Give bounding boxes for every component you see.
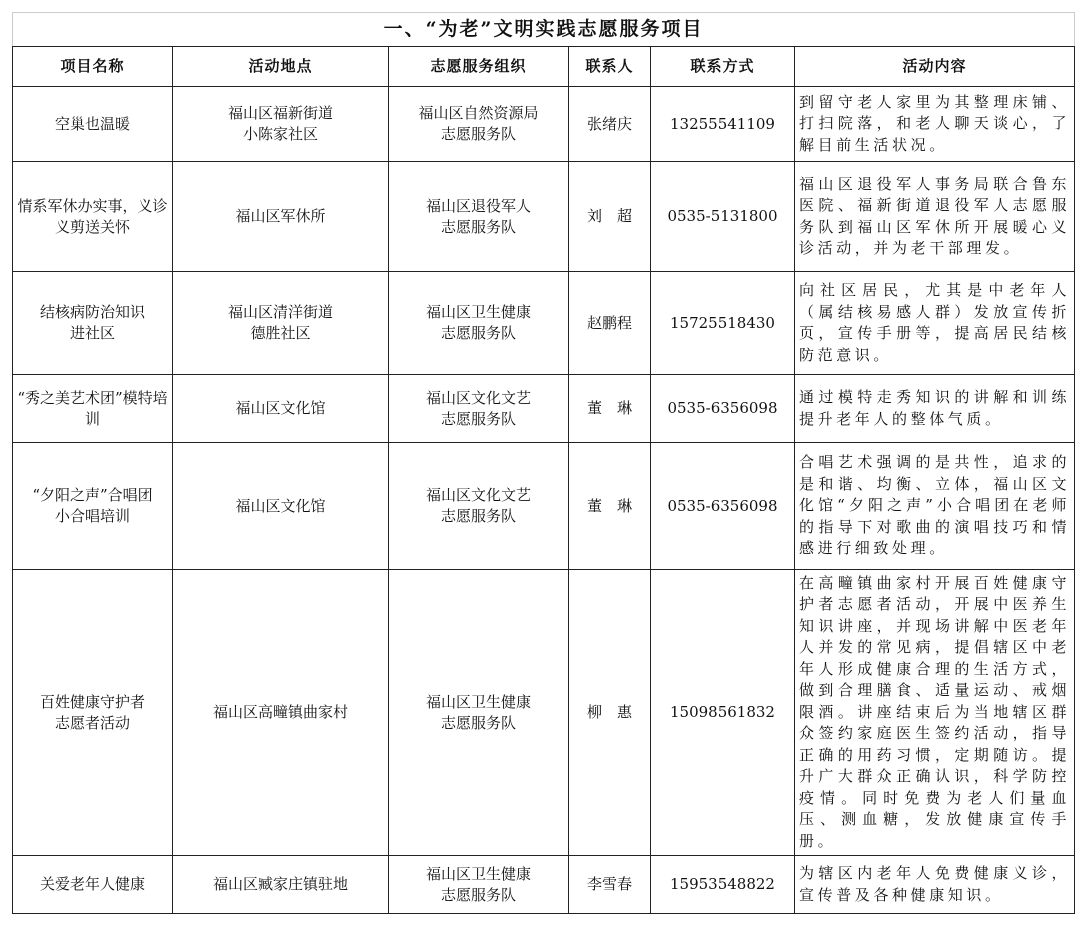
- organization-cell: 福山区文化文艺 志愿服务队: [389, 375, 569, 443]
- organization-cell: 福山区卫生健康 志愿服务队: [389, 570, 569, 856]
- table-row: [13, 87, 1075, 162]
- location-cell: 福山区福新街道 小陈家社区: [173, 87, 389, 162]
- contact-person-cell: 董 琳: [569, 443, 651, 570]
- phone-number-cell: 15098561832: [651, 570, 795, 856]
- organization-cell: 福山区卫生健康 志愿服务队: [389, 856, 569, 914]
- table-row: [13, 856, 1075, 914]
- project-name-cell: 情系军休办实事，义诊义剪送关怀: [13, 162, 173, 272]
- project-name-cell: “夕阳之声”合唱团 小合唱培训: [13, 443, 173, 570]
- phone-number-cell: 15725518430: [651, 272, 795, 375]
- location-cell: 福山区军休所: [173, 162, 389, 272]
- phone-number-cell: 15953548822: [651, 856, 795, 914]
- contact-person-cell: 柳 惠: [569, 570, 651, 856]
- header-organization: 志愿服务组织: [389, 47, 569, 87]
- activity-content-cell: 通过模特走秀知识的讲解和训练提升老年人的整体气质。: [795, 375, 1075, 443]
- project-name-cell: 关爱老年人健康: [13, 856, 173, 914]
- header-row: [13, 47, 1075, 87]
- activity-content-cell: 到留守老人家里为其整理床铺、打扫院落，和老人聊天谈心，了解目前生活状况。: [795, 87, 1075, 162]
- header-content: 活动内容: [795, 47, 1075, 87]
- project-name-cell: 结核病防治知识 进社区: [13, 272, 173, 375]
- table-row: [13, 162, 1075, 272]
- activity-content-cell: 在高疃镇曲家村开展百姓健康守护者志愿者活动，开展中医养生知识讲座，并现场讲解中医老年人并发的常见病，提倡辖区中老年人形成健康合理的生活方式，做到合理膳食、适量运动、戒烟限酒。讲座结束后为当地辖区群众签约家庭医生签约活动，指导正确的用药习惯，定期随访。提升广大群众正确认识，科学防控疫情。同时免费为老人们量血压、测血糖，发放健康宣传手册。: [795, 570, 1075, 856]
- activity-content-cell: 福山区退役军人事务局联合鲁东医院、福新街道退役军人志愿服务队到福山区军休所开展暖心义诊活动，并为老干部理发。: [795, 162, 1075, 272]
- table-row: [13, 443, 1075, 570]
- header-location: 活动地点: [173, 47, 389, 87]
- phone-number-cell: 0535-5131800: [651, 162, 795, 272]
- organization-cell: 福山区退役军人 志愿服务队: [389, 162, 569, 272]
- organization-cell: 福山区卫生健康 志愿服务队: [389, 272, 569, 375]
- activity-content-cell: 为辖区内老年人免费健康义诊，宣传普及各种健康知识。: [795, 856, 1075, 914]
- contact-person-cell: 刘 超: [569, 162, 651, 272]
- header-project-name: 项目名称: [13, 47, 173, 87]
- table-row: [13, 570, 1075, 856]
- table-row: [13, 375, 1075, 443]
- header-contact: 联系人: [569, 47, 651, 87]
- table-title: 一、“为老”文明实践志愿服务项目: [13, 13, 1075, 47]
- contact-person-cell: 董 琳: [569, 375, 651, 443]
- activity-content-cell: 向社区居民，尤其是中老年人（属结核易感人群）发放宣传折页，宣传手册等，提高居民结核防范意识。: [795, 272, 1075, 375]
- phone-number-cell: 0535-6356098: [651, 443, 795, 570]
- contact-person-cell: 李雪春: [569, 856, 651, 914]
- phone-number-cell: 13255541109: [651, 87, 795, 162]
- activity-content-cell: 合唱艺术强调的是共性，追求的是和谐、均衡、立体，福山区文化馆“夕阳之声”小合唱团在老师的指导下对歌曲的演唱技巧和情感进行细致处理。: [795, 443, 1075, 570]
- volunteer-projects-table: [12, 12, 1075, 914]
- location-cell: 福山区高疃镇曲家村: [173, 570, 389, 856]
- location-cell: 福山区臧家庄镇驻地: [173, 856, 389, 914]
- contact-person-cell: 张绪庆: [569, 87, 651, 162]
- contact-person-cell: 赵鹏程: [569, 272, 651, 375]
- project-name-cell: 百姓健康守护者 志愿者活动: [13, 570, 173, 856]
- location-cell: 福山区清洋街道 德胜社区: [173, 272, 389, 375]
- location-cell: 福山区文化馆: [173, 375, 389, 443]
- phone-number-cell: 0535-6356098: [651, 375, 795, 443]
- location-cell: 福山区文化馆: [173, 443, 389, 570]
- organization-cell: 福山区自然资源局 志愿服务队: [389, 87, 569, 162]
- table-row: [13, 272, 1075, 375]
- project-name-cell: “秀之美艺术团”模特培训: [13, 375, 173, 443]
- organization-cell: 福山区文化文艺 志愿服务队: [389, 443, 569, 570]
- header-phone: 联系方式: [651, 47, 795, 87]
- project-name-cell: 空巢也温暖: [13, 87, 173, 162]
